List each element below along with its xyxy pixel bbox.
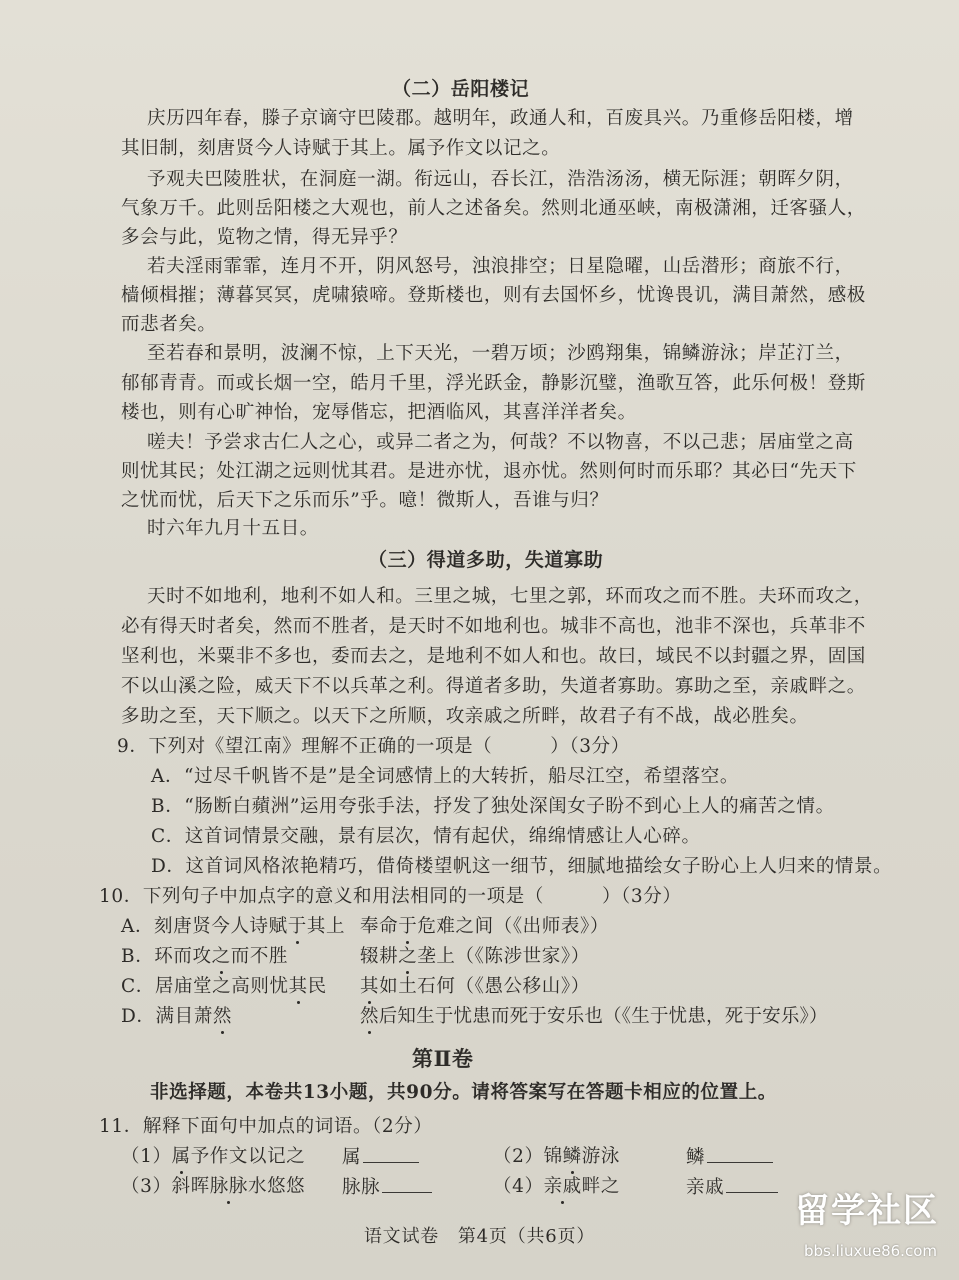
dotted-char: 亲戚	[543, 1176, 582, 1197]
question-11-item-4	[493, 1178, 620, 1197]
answer-blank[interactable]	[363, 1148, 419, 1163]
question-9-stem-text: 9．下列对《望江南》理解不正确的一项是（	[117, 736, 493, 757]
option-text: 而不胜	[230, 946, 289, 967]
watermark-url: bbs.liuxue86.com	[804, 1242, 937, 1260]
question-9-stem	[117, 738, 630, 757]
dotted-char: 之	[398, 946, 418, 967]
option-text: 民	[307, 976, 327, 997]
option-text: 奉命	[360, 916, 399, 937]
dotted-char: 其	[288, 976, 308, 997]
question-9-option-c: C．这首词情景交融，景有层次，情有起伏，绵绵情感让人心碎。	[151, 826, 701, 847]
dotted-char: 鳞	[562, 1146, 582, 1167]
item-text: 畔之	[581, 1176, 620, 1197]
option-text: C．居庙堂之高则忧	[121, 976, 289, 997]
item-text: （2）锦	[493, 1146, 563, 1167]
question-10-option-b-left	[121, 948, 288, 967]
text-line: 之忧而忧，后天下之乐而乐”乎。噫！微斯人，吾谁与归？	[121, 490, 609, 511]
text-line: 樯倾楫摧；薄暮冥冥，虎啸猿啼。登斯楼也，则有去国怀乡，忧谗畏讥，满目萧然，感极	[121, 285, 866, 306]
text-line: 予观夫巴陵胜状，在洞庭一湖。衔远山，吞长江，浩浩汤汤，横无际涯；朝晖夕阴，	[147, 169, 854, 190]
option-text: B．环而攻	[121, 946, 212, 967]
answer-blank[interactable]	[707, 1148, 773, 1163]
answer-blank[interactable]	[382, 1178, 432, 1193]
part-2-instruction: 非选择题，本卷共13小题，共90分。请将答案写在答题卡相应的位置上。	[150, 1082, 777, 1103]
text-line: 多会与此，览物之情，得无异乎？	[121, 227, 408, 248]
text-line: 不以山溪之险，威天下不以兵革之利。得道者多助，失道者寡助。寡助之至，亲戚畔之。	[121, 676, 866, 697]
question-11-item-3	[121, 1178, 305, 1197]
question-11-answer-2	[686, 1148, 773, 1168]
question-11-answer-1	[342, 1148, 419, 1168]
text-line: 其旧制，刻唐贤今人诗赋于其上。属予作文以记之。	[121, 138, 561, 159]
question-9-option-d: D．这首词风格浓艳精巧，借倚楼望帆这一细节，细腻地描绘女子盼心上人归来的情景。	[151, 856, 893, 877]
section-title-dedao: （三）得道多助，失道寡助	[368, 549, 604, 571]
dotted-char: 于	[287, 916, 307, 937]
text-line: 气象万千。此则岳阳楼之大观也，前人之述备矣。然则北通巫峡，南极潇湘，迁客骚人，	[121, 198, 866, 219]
item-text: 予作文以记之	[190, 1146, 306, 1167]
page-footer: 语文试卷 第4页（共6页）	[363, 1226, 596, 1247]
text-line: 若夫淫雨霏霏，连月不开，阴风怒号，浊浪排空；日星隐曜，山岳潜形；商旅不行，	[147, 256, 854, 277]
answer-blank[interactable]	[726, 1178, 778, 1193]
dotted-char: 于	[398, 916, 418, 937]
text-line: 时六年九月十五日。	[147, 518, 319, 539]
option-text: 垄上（《陈涉世家》）	[417, 946, 590, 967]
question-11-item-1	[121, 1148, 305, 1167]
item-text: 游泳	[581, 1146, 620, 1167]
text-line: 郁郁青青。而或长烟一空，皓月千里，浮光跃金，静影沉璧，渔歌互答，此乐何极！登斯	[121, 373, 866, 394]
text-line: 天时不如地利，地利不如人和。三里之城，七里之郭，环而攻之而不胜。夫环而攻之，	[147, 586, 873, 607]
target-word: 鳞	[686, 1147, 706, 1168]
text-line: 多助之至，天下顺之。以天下之所顺，攻亲戚之所畔，故君子有不战，战必胜矣。	[121, 706, 809, 727]
text-line: 庆历四年春，滕子京谪守巴陵郡。越明年，政通人和，百废具兴。乃重修岳阳楼，增	[147, 108, 854, 129]
question-10-option-c-left	[121, 978, 327, 997]
item-text: （1）	[121, 1146, 172, 1167]
question-10-score: ）（3分）	[601, 886, 682, 907]
watermark-logo: 留学社区	[795, 1191, 939, 1231]
option-text: A．刻唐贤今人诗赋	[121, 916, 288, 937]
dotted-char: 其	[360, 976, 380, 997]
text-line: 楼也，则有心旷神怡，宠辱偕忘，把酒临风，其喜洋洋者矣。	[121, 402, 637, 423]
target-word: 属	[342, 1147, 362, 1168]
question-11-answer-3	[342, 1178, 432, 1198]
question-9-option-b: B．“肠断白蘋洲”运用夸张手法，抒发了独处深闺女子盼不到心上人的痛苦之情。	[151, 796, 835, 817]
question-10-option-a-left	[121, 918, 345, 937]
text-line: 必有得天时者矣，然而不胜者，是天时不如地利也。城非不高也，池非不深也，兵革非不	[121, 616, 866, 637]
option-text: 危难之间（《出师表》）	[417, 916, 609, 937]
text-line: 坚利也，米粟非不多也，委而去之，是地利不如人和也。故曰，域民不以封疆之界，固国	[121, 646, 866, 667]
option-text: D．满目萧	[121, 1006, 213, 1027]
option-text: 其上	[306, 916, 346, 937]
question-10-stem-text: 10．下列句子中加点字的意义和用法相同的一项是（	[99, 886, 544, 907]
option-text: 后知生于忧患而死于安乐也（《生于忧患，死于安乐》）	[378, 1006, 828, 1027]
question-10-option-a-right	[360, 918, 609, 937]
item-text: （3）斜晖	[121, 1176, 210, 1197]
question-9-option-a: A．“过尽千帆皆不是”是全词感情上的大转折，船尽江空，希望落空。	[151, 766, 739, 787]
text-line: 至若春和景明，波澜不惊，上下天光，一碧万顷；沙鸥翔集，锦鳞游泳；岸芷汀兰，	[147, 343, 854, 364]
question-11-item-2	[493, 1148, 620, 1167]
text-line: 而悲者矣。	[121, 314, 217, 335]
dotted-char: 属	[171, 1146, 191, 1167]
text-line: 嗟夫！予尝求古仁人之心，或异二者之为，何哉？不以物喜，不以己悲；居庙堂之高	[147, 432, 854, 453]
dotted-char: 脉脉	[209, 1176, 248, 1197]
dotted-char: 之	[211, 946, 231, 967]
question-10-stem	[99, 888, 681, 907]
target-word: 亲戚	[686, 1177, 725, 1198]
option-text: 辍耕	[360, 946, 399, 967]
item-text: 水悠悠	[247, 1176, 306, 1197]
part-2-title: 第Ⅱ卷	[412, 1046, 474, 1071]
question-9-score: ）（3分）	[550, 736, 630, 757]
question-11-answer-4	[686, 1178, 778, 1198]
question-11-stem: 11．解释下面句中加点的词语。（2分）	[99, 1116, 433, 1137]
question-10-option-b-right	[360, 948, 590, 967]
section-title-yueyanglou: （二）岳阳楼记	[392, 78, 530, 100]
question-10-option-c-right	[360, 978, 590, 997]
item-text: （4）	[493, 1176, 544, 1197]
dotted-char: 然	[212, 1006, 232, 1027]
text-line: 则忧其民；处江湖之远则忧其君。是进亦忧，退亦忧。然则何时而乐耶？其必曰“先天下	[121, 461, 857, 482]
question-10-option-d-left	[121, 1008, 232, 1027]
target-word: 脉脉	[342, 1177, 381, 1198]
question-10-option-d-right	[360, 1008, 828, 1027]
dotted-char: 然	[360, 1006, 379, 1027]
option-text: 如土石何（《愚公移山》）	[379, 976, 590, 997]
